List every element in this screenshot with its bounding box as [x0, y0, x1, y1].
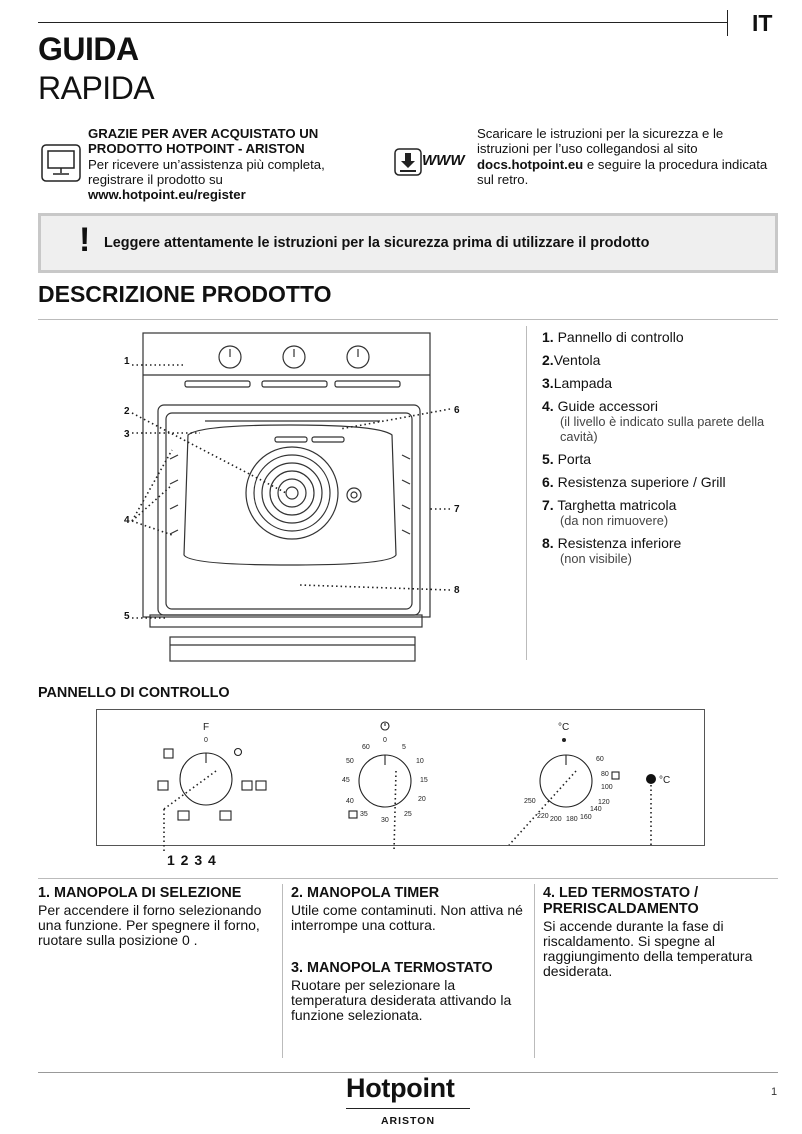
part-6: 6. Resistenza superiore / Grill — [542, 474, 726, 490]
part-2: 2.Ventola — [542, 352, 601, 368]
svg-text:100: 100 — [601, 784, 613, 791]
panel-number-labels: 1 2 3 4 — [167, 852, 217, 868]
download-block — [477, 126, 777, 187]
part-4: 4. Guide accessori (il livello è indicato sulla parete della cavità) — [542, 398, 765, 444]
control-panel-diagram — [96, 709, 705, 854]
column-divider-2 — [534, 884, 535, 1058]
callout-5: 5 — [124, 611, 130, 622]
register-link[interactable]: www.hotpoint.eu/register — [88, 187, 246, 203]
svg-text:20: 20 — [418, 796, 426, 803]
svg-text:220: 220 — [537, 813, 549, 820]
svg-text:0: 0 — [204, 737, 208, 744]
section-selector: 1. MANOPOLA DI SELEZIONE Per accendere il forno selezionando una funzione. Per spegnere il forno, ruotare sulla posizione 0 . — [38, 885, 262, 948]
brand-subline: ARISTON — [380, 1115, 436, 1127]
svg-text:50: 50 — [346, 758, 354, 765]
svg-text:15: 15 — [420, 777, 428, 784]
selector-knob — [158, 749, 266, 821]
page-title: GUIDA — [38, 31, 139, 67]
svg-text:30: 30 — [381, 817, 389, 824]
callout-8: 8 — [454, 585, 460, 596]
warning-text: Leggere attentamente le istruzioni per la sicurezza prima di utilizzare il prodotto — [104, 235, 650, 251]
back-panel — [184, 425, 396, 565]
part-3: 3.Lampada — [542, 375, 613, 391]
fan — [246, 447, 338, 539]
svg-text:0: 0 — [383, 737, 387, 744]
section-led: 4. LED TERMOSTATO / PRERISCALDAMENTO Si accende durante la fase di riscaldamento. Si spegne al raggiungimento della temperatura desiderata. — [543, 885, 753, 979]
exclamation-icon: ! — [79, 221, 91, 259]
sections-rule — [38, 878, 778, 879]
thanks-block — [88, 126, 378, 202]
panel-knobs — [219, 346, 369, 368]
timer-knob — [349, 722, 411, 818]
thanks-text: Per ricevere un’assistenza più completa, registrare il prodotto su — [88, 156, 325, 187]
svg-text:°C: °C — [659, 775, 671, 786]
svg-text:120: 120 — [598, 799, 610, 806]
section-timer: 2. MANOPOLA TIMER Utile come contaminuti. Non attiva né interrompe una cottura. — [291, 885, 523, 933]
callout-4: 4 — [124, 515, 130, 526]
part-8: 8. Resistenza inferiore (non visibile) — [542, 535, 682, 566]
callout-3: 3 — [124, 429, 130, 440]
callout-6: 6 — [454, 405, 460, 416]
callout-7: 7 — [454, 504, 460, 515]
monitor-icon — [40, 143, 82, 183]
svg-text:160: 160 — [580, 814, 592, 821]
thermostat-led — [646, 774, 656, 784]
brand-rule — [346, 1108, 470, 1109]
oven-diagram — [110, 325, 470, 670]
svg-text:40: 40 — [346, 798, 354, 805]
svg-text:10: 10 — [416, 758, 424, 765]
description-heading: DESCRIZIONE PRODOTTO — [38, 281, 332, 307]
svg-text:60: 60 — [596, 756, 604, 763]
section-thermostat: 3. MANOPOLA TERMOSTATO Ruotare per selezionare la temperatura desiderata attivando la funzione selezionata. — [291, 960, 512, 1023]
parts-list — [542, 329, 782, 573]
svg-text:45: 45 — [342, 777, 350, 784]
svg-text:5: 5 — [402, 744, 406, 751]
brand-logo: Hotpoint — [346, 1073, 455, 1103]
control-panel-heading: PANNELLO DI CONTROLLO — [38, 685, 230, 701]
thanks-line-1: GRAZIE PER AVER ACQUISTATO UN — [88, 126, 319, 141]
download-icon — [394, 148, 422, 176]
part-5: 5. Porta — [542, 451, 592, 467]
svg-text:25: 25 — [404, 811, 412, 818]
svg-text:F: F — [203, 722, 210, 733]
column-divider-1 — [282, 884, 283, 1058]
svg-text:°C: °C — [558, 722, 570, 733]
description-divider — [526, 326, 527, 660]
description-rule — [38, 319, 778, 320]
docs-link[interactable]: docs.hotpoint.eu — [477, 156, 584, 172]
svg-text:140: 140 — [590, 806, 602, 813]
page-number: 1 — [771, 1086, 778, 1098]
top-rule — [38, 22, 728, 23]
svg-text:180: 180 — [566, 816, 578, 823]
svg-text:250: 250 — [524, 798, 536, 805]
svg-text:60: 60 — [362, 744, 370, 751]
download-text-2: e seguire la procedura indicata sul retro. — [477, 156, 768, 187]
oven-door-plinth — [170, 637, 415, 661]
callout-2: 2 — [124, 406, 130, 417]
callout-1: 1 — [124, 356, 130, 367]
download-text: Scaricare le istruzioni per la sicurezza e le istruzioni per l’uso collegandosi al sito — [477, 126, 724, 157]
svg-text:200: 200 — [550, 816, 562, 823]
svg-text:35: 35 — [360, 811, 368, 818]
lamp — [347, 488, 361, 502]
part-1: 1. Pannello di controllo — [542, 329, 684, 345]
oven-body — [143, 333, 430, 617]
top-tick — [727, 10, 728, 36]
www-label: WWW — [422, 152, 465, 169]
part-7: 7. Targhetta matricola (da non rimuovere) — [542, 497, 677, 528]
language-code: IT — [752, 10, 773, 36]
page-subtitle: RAPIDA — [38, 70, 155, 106]
svg-text:80: 80 — [601, 771, 609, 778]
thanks-line-2: PRODOTTO HOTPOINT - ARISTON — [88, 141, 305, 157]
